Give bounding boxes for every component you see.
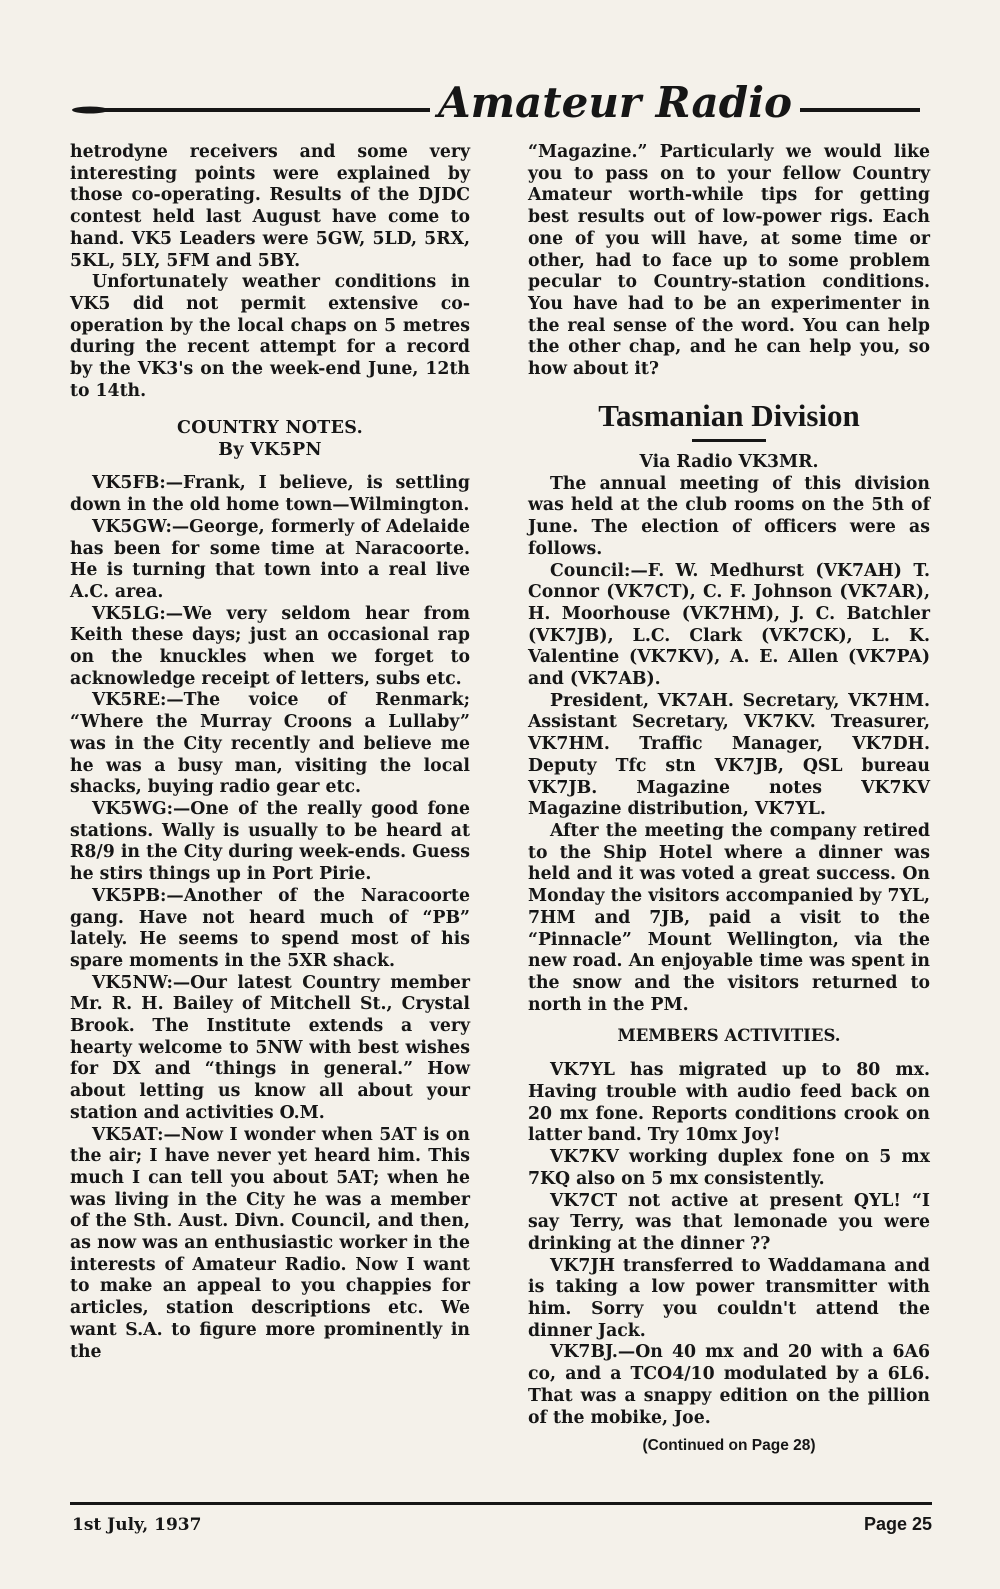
- title-rule: [692, 439, 766, 442]
- country-note: VK5FB:—Frank, I believe, is settling down in the old home town—Wilmington.: [70, 473, 470, 516]
- country-notes-byline: By VK5PN: [218, 440, 322, 461]
- right-column: [528, 142, 930, 1457]
- country-note: VK5RE:—The voice of Renmark; “Where the Murray Croons a Lullaby” was in the City recently and believe me he was a busy man, visiting the local shacks, buying radio gear etc.: [70, 690, 470, 798]
- members-activities-heading: MEMBERS ACTIVITIES.: [617, 1026, 841, 1046]
- member-note: VK7JH transferred to Waddamana and is taking a low power transmitter with him. Sorry you couldn't attend the dinner Jack.: [528, 1255, 930, 1341]
- member-note: VK7BJ.—On 40 mx and 20 with a 6A6 co, and a TCO4/10 modulated by a 6L6. That was a snappy edition on the pillion of the mobike, Joe.: [528, 1342, 930, 1428]
- member-note: VK7YL has migrated up to 80 mx. Having trouble with audio feed back on 20 mx fone. Reports conditions crook on latter band. Try 10mx Joy!: [528, 1060, 930, 1146]
- left-column: [70, 142, 470, 1363]
- member-note: VK7KV working duplex fone on 5 mx 7KQ also on 5 mx consistently.: [528, 1147, 930, 1189]
- country-note: VK5LG:—We very seldom hear from Keith these days; just an occasional rap on the knuckles when we forget to acknowledge receipt of letters, subs etc.: [70, 603, 470, 689]
- paragraph: President, VK7AH. Secretary, VK7HM. Assistant Secretary, VK7KV. Treasurer, VK7HM. Traffic Manager, VK7DH. Deputy Tfc stn VK7JB, QSL bureau VK7JB. Magazine notes VK7KV Magazine distribution, VK7YL.: [528, 690, 930, 820]
- country-notes-heading: COUNTRY NOTES.: [177, 418, 363, 439]
- country-note: VK5GW:—George, formerly of Adelaide has been for some time at Naracoorte. He is turning that town into a real live A.C. area.: [70, 516, 470, 602]
- division-title: Tasmanian Division: [598, 397, 860, 433]
- masthead-title: Amateur Radio: [430, 80, 800, 126]
- continued-note: (Continued on Page 28): [642, 1437, 816, 1455]
- country-note: VK5PB:—Another of the Naracoorte gang. Have not heard much of “PB” lately. He seems to spend most of his spare moments in the 5XR shack.: [70, 885, 470, 971]
- footer-rule: [70, 1502, 932, 1505]
- country-note: VK5WG:—One of the really good fone stations. Wally is usually to be heard at R8/9 in the City during week-ends. Guess he stirs things up in Port Pirie.: [70, 798, 470, 885]
- member-note: VK7CT not active at present QYL! “I say Terry, was that lemonade you were drinking at the dinner ??: [528, 1190, 930, 1254]
- paragraph: The annual meeting of this division was held at the club rooms on the 5th of June. The election of officers were as follows.: [528, 473, 930, 559]
- paragraph: hetrodyne receivers and some very interesting points were explained by those co-operating. Results of the DJDC contest held last August have come to hand. VK5 Leaders were 5GW, 5LD, 5RX, 5KL, 5LY, 5FM and 5BY.: [70, 142, 470, 271]
- paragraph: Council:—F. W. Medhurst (VK7AH) T. Connor (VK7CT), C. F. Johnson (VK7AR), H. Moorhouse (VK7HM), J. C. Batchler (VK7JB), L.C. Clark (VK7CK), L. K. Valentine (VK7KV), A. E. Allen (VK7PA) and (VK7AB).: [528, 560, 930, 690]
- paragraph: Unfortunately weather conditions in VK5 did not permit extensive co-operation by the local chaps on 5 metres during the recent attempt for a record by the VK3's on the week-end June, 12th to 14th.: [70, 272, 470, 401]
- via-line: Via Radio VK3MR.: [639, 451, 819, 472]
- paragraph: “Magazine.” Particularly we would like you to pass on to your fellow Country Amateur worth-while tips for getting best results out of low-power rigs. Each one of you will have, at some time or other, had to face up to some problem pecular to Country-station conditions. You have had to be an experimenter in the real sense of the word. You can help the other chap, and he can help you, so how about it?: [528, 142, 930, 380]
- issue-date: 1st July, 1937: [72, 1515, 202, 1535]
- country-note: VK5NW:—Our latest Country member Mr. R. H. Bailey of Mitchell St., Crystal Brook. The Institute extends a very hearty welcome to 5NW with best wishes for DX and “things in general.” How about letting us know all about your station and activities O.M.: [70, 972, 470, 1123]
- masthead: [70, 78, 950, 130]
- paragraph: After the meeting the company retired to the Ship Hotel where a dinner was held and it was voted a great success. On Monday the visitors accompanied by 7YL, 7HM and 7JB, paid a visit to the “Pinnacle” Mount Wellington, via the new road. An enjoyable time was spent in the snow and the visitors returned to north in the PM.: [528, 820, 930, 1015]
- country-note: VK5AT:—Now I wonder when 5AT is on the air; I have never yet heard him. This much I can tell you about 5AT; when he was living in the City he was a member of the Sth. Aust. Divn. Council, and then, as now was an enthusiastic worker in the interests of Amateur Radio. Now I want to make an appeal to you chappies for articles, station descriptions etc. We want S.A. to figure more prominently in the: [70, 1124, 470, 1362]
- page-number: Page 25: [863, 1514, 932, 1534]
